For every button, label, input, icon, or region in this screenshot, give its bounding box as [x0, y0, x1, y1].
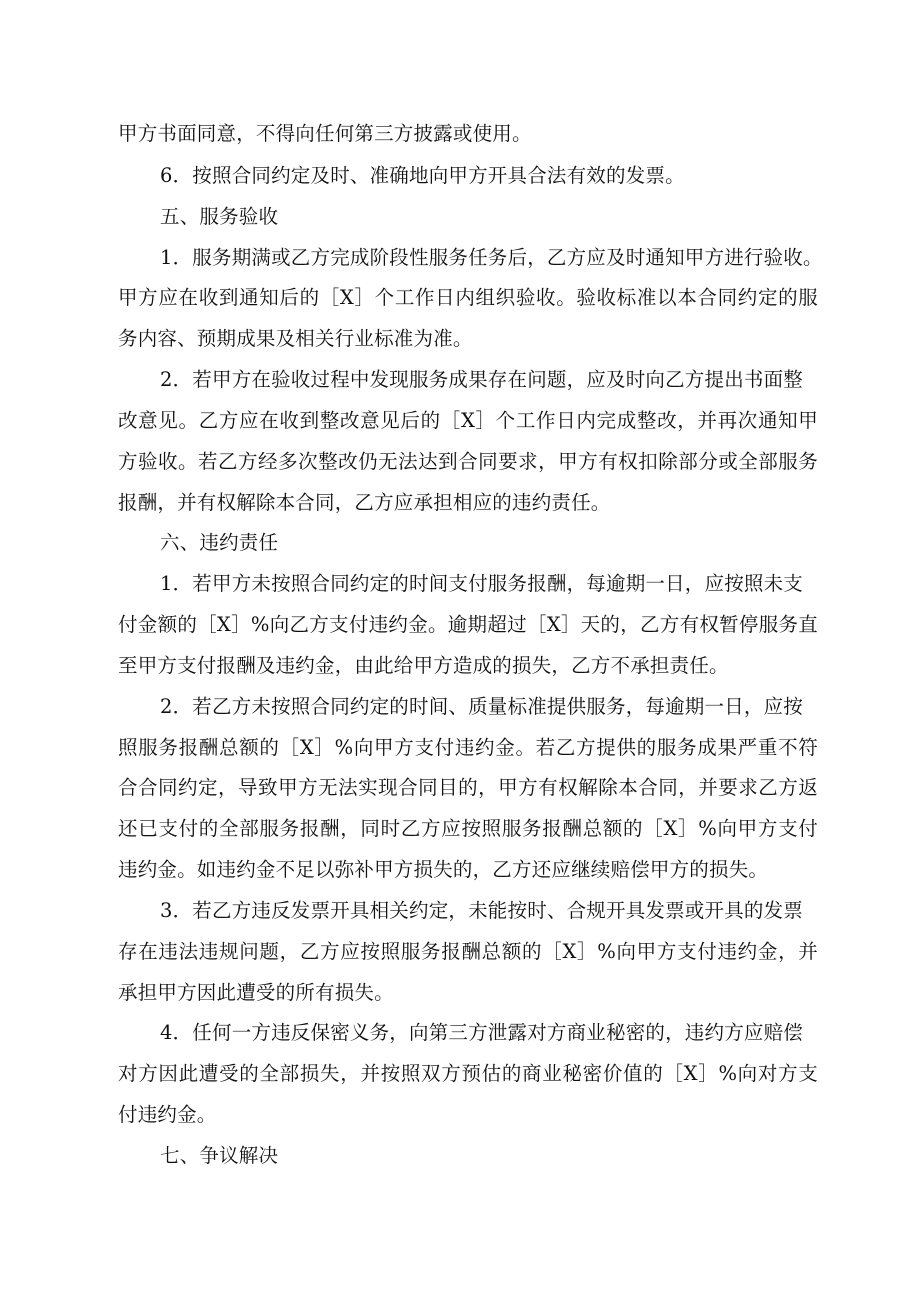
section-heading: 五、服务验收	[160, 205, 279, 228]
section-heading: 六、违约责任	[160, 531, 279, 554]
paragraph-line: 对方因此遭受的全部损失，并按照双方预估的商业秘密价值的［X］%向对方支	[118, 1062, 818, 1085]
paragraph-line: 付违约金。	[118, 1103, 217, 1126]
paragraph-line: 方验收。若乙方经多次整改仍无法达到合同要求，甲方有权扣除部分或全部服务	[118, 450, 818, 473]
paragraph-line: 付金额的［X］%向乙方支付违约金。逾期超过［X］天的，乙方有权暂停服务直	[118, 613, 818, 636]
paragraph-line: 还已支付的全部服务报酬，同时乙方应按照服务报酬总额的［X］%向甲方支付	[118, 817, 818, 840]
paragraph-line: 存在违法违规问题，乙方应按照服务报酬总额的［X］%向甲方支付违约金，并	[118, 940, 818, 963]
paragraph-line: 至甲方支付报酬及违约金，由此给甲方造成的损失，乙方不承担责任。	[118, 654, 729, 677]
paragraph-line: 照服务报酬总额的［X］%向甲方支付违约金。若乙方提供的服务成果严重不符	[118, 736, 818, 759]
paragraph-line: 6．按照合同约定及时、准确地向甲方开具合法有效的发票。	[160, 164, 685, 187]
paragraph-line: 2．若乙方未按照合同约定的时间、质量标准提供服务，每逾期一日，应按	[160, 695, 804, 718]
paragraph-line: 务内容、预期成果及相关行业标准为准。	[118, 327, 473, 350]
paragraph-line: 4．任何一方违反保密义务，向第三方泄露对方商业秘密的，违约方应赔偿	[160, 1021, 804, 1044]
paragraph-line: 1．若甲方未按照合同约定的时间支付服务报酬，每逾期一日，应按照未支	[160, 572, 804, 595]
paragraph-line: 甲方应在收到通知后的［X］个工作日内组织验收。验收标准以本合同约定的服	[118, 286, 818, 309]
paragraph-line: 改意见。乙方应在收到整改意见后的［X］个工作日内完成整改，并再次通知甲	[118, 409, 818, 432]
paragraph-line: 甲方书面同意，不得向任何第三方披露或使用。	[118, 122, 532, 145]
paragraph-line: 违约金。如违约金不足以弥补甲方损失的，乙方还应继续赔偿甲方的损失。	[118, 858, 769, 881]
section-heading: 七、争议解决	[160, 1144, 279, 1167]
paragraph-line: 1．服务期满或乙方完成阶段性服务任务后，乙方应及时通知甲方进行验收。	[160, 246, 823, 269]
paragraph-line: 承担甲方因此遭受的所有损失。	[118, 981, 394, 1004]
paragraph-line: 3．若乙方违反发票开具相关约定，未能按时、合规开具发票或开具的发票	[160, 899, 804, 922]
paragraph-line: 报酬，并有权解除本合同，乙方应承担相应的违约责任。	[118, 491, 611, 514]
paragraph-line: 合合同约定，导致甲方无法实现合同目的，甲方有权解除本合同，并要求乙方返	[118, 776, 818, 799]
paragraph-line: 2．若甲方在验收过程中发现服务成果存在问题，应及时向乙方提出书面整	[160, 368, 804, 391]
